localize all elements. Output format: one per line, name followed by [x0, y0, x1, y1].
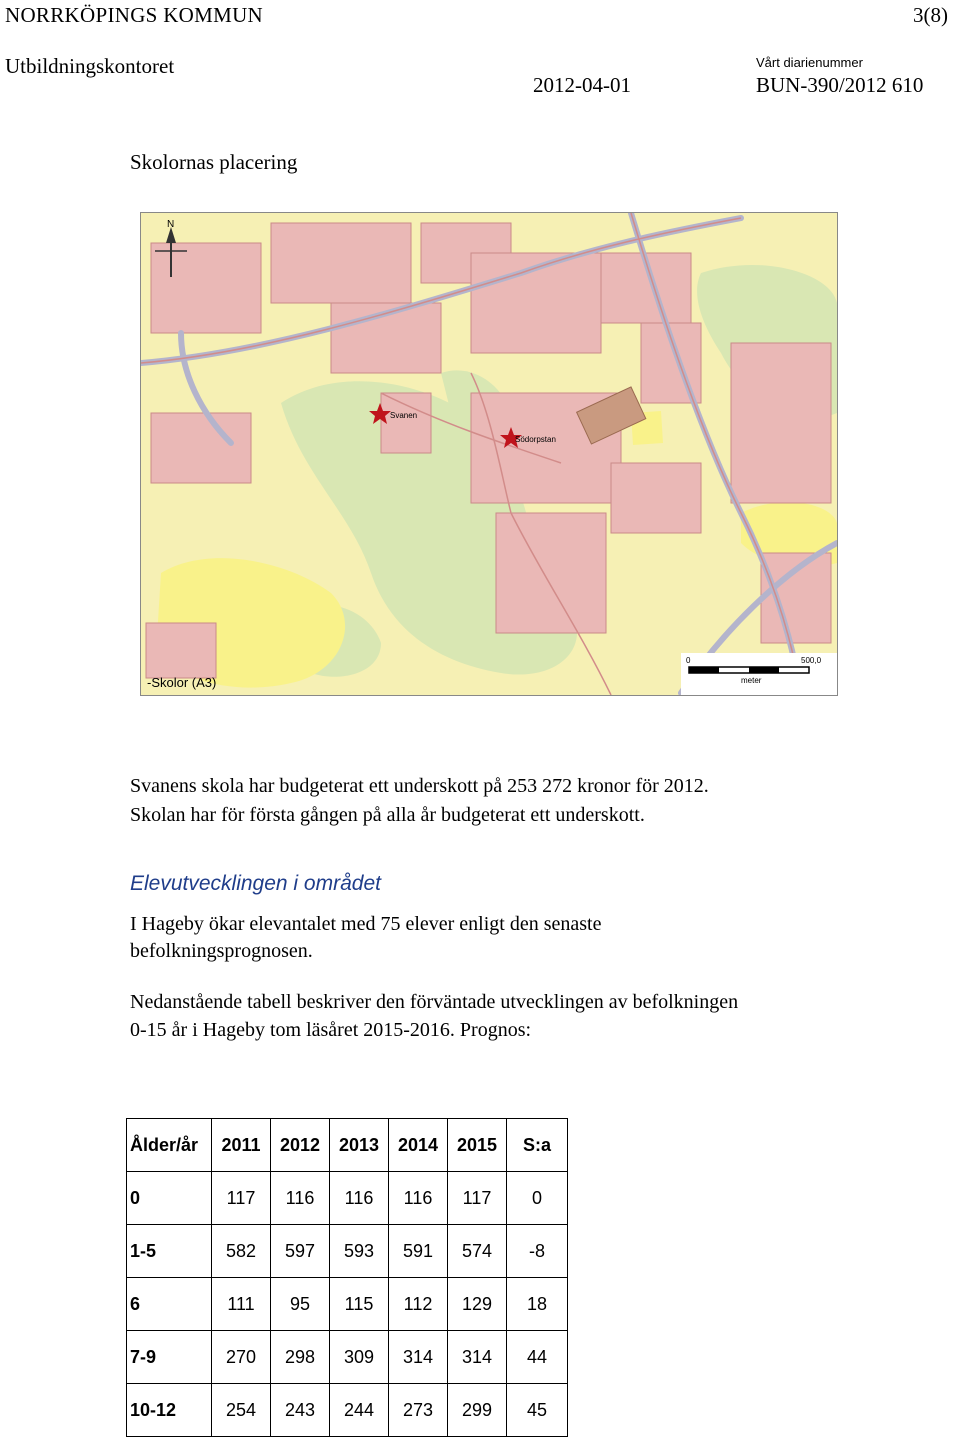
column-header: 2012: [271, 1119, 330, 1172]
intro-line-1: Nedanstående tabell beskriver den förväntade utvecklingen av befolkningen: [130, 991, 739, 1013]
department-name: Utbildningskontoret: [5, 54, 175, 78]
organization-name: NORRKÖPINGS KOMMUN: [5, 3, 264, 27]
section-title: Skolornas placering: [130, 150, 298, 174]
table-cell: 95: [271, 1278, 330, 1331]
column-header: 2013: [330, 1119, 389, 1172]
table-cell: 597: [271, 1225, 330, 1278]
table-row: [127, 1278, 568, 1331]
table-cell: 574: [448, 1225, 507, 1278]
map-caption: -Skolor (A3): [147, 675, 217, 690]
age-cell: 1-5: [127, 1225, 212, 1278]
table-cell: 244: [330, 1384, 389, 1437]
growth-line-1: I Hageby ökar elevantalet med 75 elever enligt den senaste: [130, 913, 602, 935]
diarie-label: Vårt diarienummer: [756, 55, 863, 70]
table-cell: 591: [389, 1225, 448, 1278]
column-header: 2015: [448, 1119, 507, 1172]
table-cell: 117: [448, 1172, 507, 1225]
table-cell: 0: [507, 1172, 568, 1225]
school-label-sodorpstan: Södorpstan: [515, 435, 556, 444]
table-cell: 115: [330, 1278, 389, 1331]
table-cell: 45: [507, 1384, 568, 1437]
intro-line-2: 0-15 år i Hageby tom läsåret 2015-2016. Prognos:: [130, 1019, 532, 1041]
page-number: 3(8): [913, 3, 948, 27]
table-cell: 116: [389, 1172, 448, 1225]
table-row: [127, 1172, 568, 1225]
scale-start: 0: [686, 656, 691, 665]
age-cell: 10-12: [127, 1384, 212, 1437]
student-growth-paragraph: [130, 911, 601, 965]
scale-unit: meter: [741, 676, 762, 685]
column-header: Ålder/år: [127, 1119, 212, 1172]
column-header: S:a: [507, 1119, 568, 1172]
north-label: N: [167, 219, 175, 230]
diarie-number: BUN-390/2012 610: [756, 73, 924, 97]
table-row: [127, 1331, 568, 1384]
table-cell: 116: [330, 1172, 389, 1225]
table-cell: 129: [448, 1278, 507, 1331]
growth-line-2: befolkningsprognosen.: [130, 940, 313, 962]
budget-line-2: Skolan har för första gången på alla år budgeterat ett underskott.: [130, 804, 645, 826]
table-cell: 44: [507, 1331, 568, 1384]
table-cell: 314: [448, 1331, 507, 1384]
table-cell: 270: [212, 1331, 271, 1384]
table-cell: 298: [271, 1331, 330, 1384]
budget-line-1: Svanens skola har budgeterat ett underskott på 253 272 kronor för 2012.: [130, 775, 709, 797]
table-cell: 18: [507, 1278, 568, 1331]
table-cell: 111: [212, 1278, 271, 1331]
table-cell: -8: [507, 1225, 568, 1278]
budget-paragraph: [130, 772, 709, 830]
subheading: Elevutvecklingen i området: [130, 872, 381, 895]
age-cell: 6: [127, 1278, 212, 1331]
table-cell: 309: [330, 1331, 389, 1384]
table-intro-paragraph: [130, 988, 738, 1044]
table-cell: 273: [389, 1384, 448, 1437]
table-cell: 314: [389, 1331, 448, 1384]
table-cell: 117: [212, 1172, 271, 1225]
table-cell: 112: [389, 1278, 448, 1331]
column-header: 2011: [212, 1119, 271, 1172]
population-forecast-table: [126, 1118, 568, 1437]
table-cell: 116: [271, 1172, 330, 1225]
table-cell: 593: [330, 1225, 389, 1278]
table-row: [127, 1384, 568, 1437]
age-cell: 0: [127, 1172, 212, 1225]
school-location-map: [140, 212, 838, 696]
table-header-row: [127, 1119, 568, 1172]
table-cell: 254: [212, 1384, 271, 1437]
school-label-svanen: Svanen: [390, 411, 418, 420]
table-row: [127, 1225, 568, 1278]
scale-end: 500,0: [801, 656, 822, 665]
table-cell: 299: [448, 1384, 507, 1437]
table-cell: 243: [271, 1384, 330, 1437]
age-cell: 7-9: [127, 1331, 212, 1384]
column-header: 2014: [389, 1119, 448, 1172]
table-cell: 582: [212, 1225, 271, 1278]
document-date: 2012-04-01: [533, 73, 631, 97]
